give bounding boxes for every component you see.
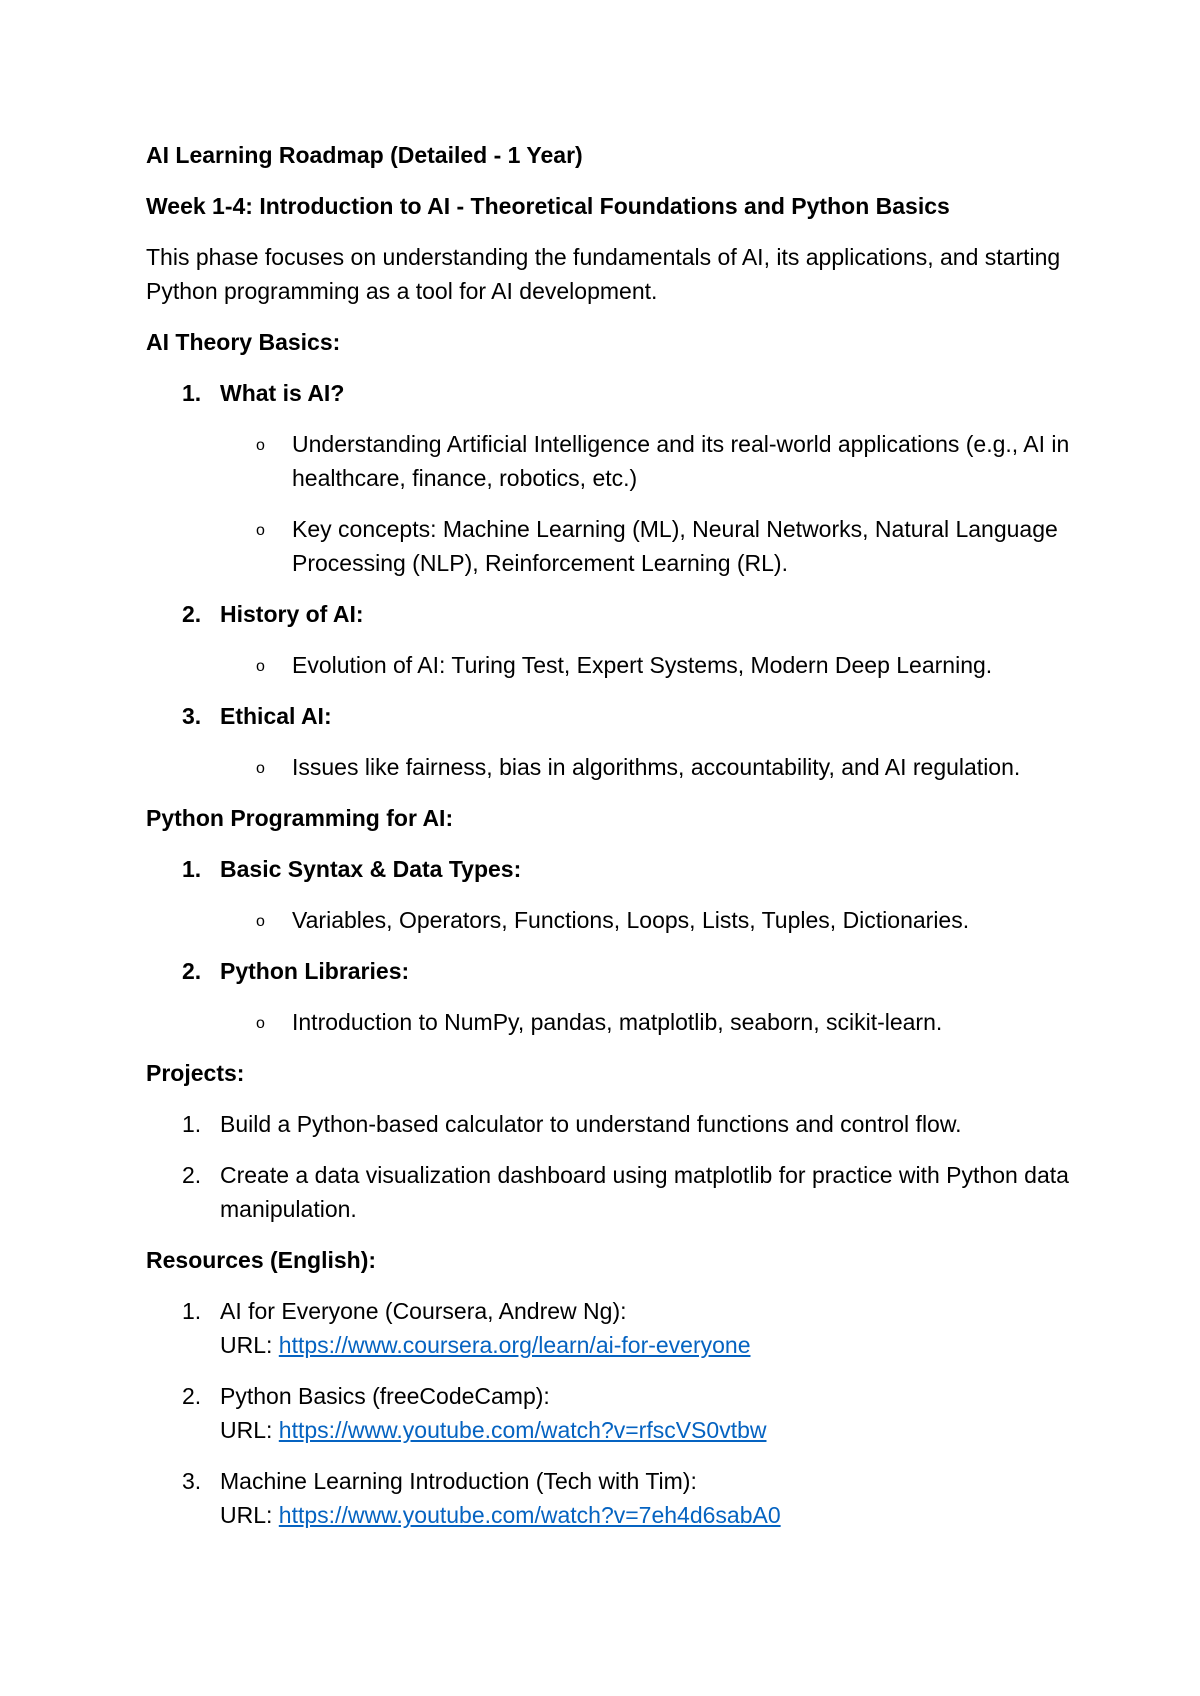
bullet-icon: o <box>256 522 265 539</box>
sublist-item <box>146 427 1086 495</box>
bullet-icon: o <box>256 658 265 675</box>
resource-link[interactable]: https://www.youtube.com/watch?v=rfscVS0vtbw <box>278 1417 767 1443</box>
sublist-item <box>146 512 1086 580</box>
url-label: URL: <box>220 1417 273 1443</box>
list-number: 2. <box>182 1162 202 1188</box>
bullet-icon: o <box>256 437 265 454</box>
sublist-item-text: Evolution of AI: Turing Test, Expert Systems, Modern Deep Learning. <box>292 652 993 678</box>
sublist-item-text: Issues like fairness, bias in algorithms, accountability, and AI regulation. <box>292 754 1021 780</box>
list-number: 2. <box>182 958 202 984</box>
document-title: AI Learning Roadmap (Detailed - 1 Year) <box>146 142 583 168</box>
list-number: 1. <box>182 1298 202 1324</box>
sublist-item-text: Introduction to NumPy, pandas, matplotlib, seaborn, scikit-learn. <box>292 1009 943 1035</box>
list-item <box>146 1107 1086 1141</box>
list-number: 1. <box>182 856 202 882</box>
list-item-text: Build a Python-based calculator to understand functions and control flow. <box>220 1111 962 1137</box>
list-item-label: Ethical AI: <box>220 703 332 729</box>
list-item <box>146 1379 1086 1447</box>
theory-list <box>146 376 1086 784</box>
url-label: URL: <box>220 1332 273 1358</box>
list-number: 1. <box>182 1111 202 1137</box>
sublist <box>146 427 1086 580</box>
list-item <box>146 699 1086 733</box>
resource-title: Python Basics (freeCodeCamp): <box>220 1383 550 1409</box>
sublist <box>146 750 1086 784</box>
projects-heading: Projects: <box>146 1060 245 1086</box>
python-list <box>146 852 1086 1039</box>
document-body <box>146 138 1086 1549</box>
list-item <box>146 597 1086 631</box>
bullet-icon: o <box>256 1015 265 1032</box>
list-number: 2. <box>182 601 202 627</box>
list-number: 1. <box>182 380 202 406</box>
intro-paragraph: This phase focuses on understanding the fundamentals of AI, its applications, and starting Python programming as a tool for AI development. <box>146 244 1061 304</box>
list-item-label: What is AI? <box>220 380 345 406</box>
list-number: 2. <box>182 1383 202 1409</box>
sublist-item <box>146 1005 1086 1039</box>
list-item <box>146 376 1086 410</box>
sublist-item <box>146 648 1086 682</box>
resource-link[interactable]: https://www.youtube.com/watch?v=7eh4d6sabA0 <box>278 1502 781 1528</box>
list-item-label: Python Libraries: <box>220 958 410 984</box>
list-number: 3. <box>182 1468 202 1494</box>
list-item-label: History of AI: <box>220 601 364 627</box>
sublist <box>146 903 1086 937</box>
sublist-item <box>146 903 1086 937</box>
list-item <box>146 1158 1086 1226</box>
phase-heading: Week 1-4: Introduction to AI - Theoretical Foundations and Python Basics <box>146 193 950 219</box>
list-item-label: Basic Syntax & Data Types: <box>220 856 522 882</box>
list-item-text: Create a data visualization dashboard using matplotlib for practice with Python data manipulation. <box>220 1162 1069 1222</box>
list-item <box>146 1464 1086 1532</box>
bullet-icon: o <box>256 913 265 930</box>
projects-list <box>146 1107 1086 1226</box>
sublist <box>146 648 1086 682</box>
resources-list <box>146 1294 1086 1532</box>
list-item <box>146 954 1086 988</box>
list-item <box>146 1294 1086 1362</box>
url-label: URL: <box>220 1502 273 1528</box>
sublist-item <box>146 750 1086 784</box>
sublist-item-text: Variables, Operators, Functions, Loops, Lists, Tuples, Dictionaries. <box>292 907 970 933</box>
list-item <box>146 852 1086 886</box>
sublist-item-text: Key concepts: Machine Learning (ML), Neural Networks, Natural Language Processing (NLP), Reinforcement Learning (RL). <box>292 516 1058 576</box>
list-number: 3. <box>182 703 202 729</box>
sublist-item-text: Understanding Artificial Intelligence and its real-world applications (e.g., AI in healthcare, finance, robotics, etc.) <box>292 431 1070 491</box>
theory-heading: AI Theory Basics: <box>146 329 341 355</box>
sublist <box>146 1005 1086 1039</box>
resource-link[interactable]: https://www.coursera.org/learn/ai-for-everyone <box>278 1332 751 1358</box>
resources-heading: Resources (English): <box>146 1247 377 1273</box>
resource-title: Machine Learning Introduction (Tech with Tim): <box>220 1468 697 1494</box>
resource-title: AI for Everyone (Coursera, Andrew Ng): <box>220 1298 627 1324</box>
python-heading: Python Programming for AI: <box>146 805 454 831</box>
bullet-icon: o <box>256 760 265 777</box>
